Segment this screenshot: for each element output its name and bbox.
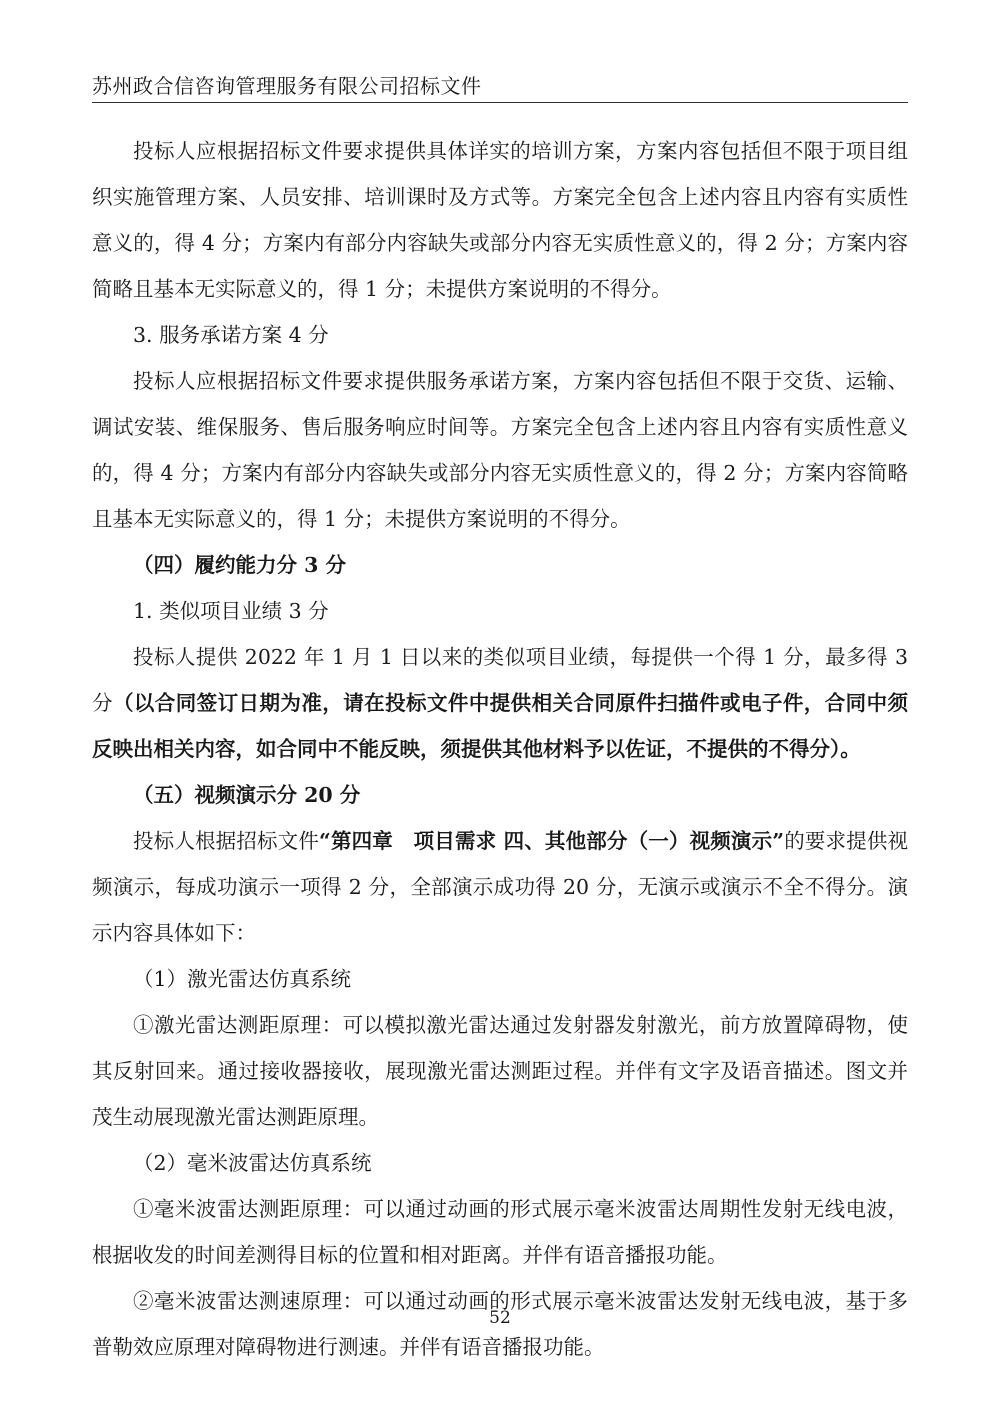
- performance-capability-heading: （四）履约能力分 3 分: [133, 553, 347, 577]
- header-divider: [92, 102, 908, 103]
- video-demo-text-pre: 投标人根据招标文件: [133, 829, 319, 853]
- mmwave-system-heading: （2）毫米波雷达仿真系统: [133, 1151, 372, 1175]
- lidar-ranging-paragraph: ①激光雷达测距原理：可以模拟激光雷达通过发射器发射激光，前方放置障碍物，使其反射回来。通过接收器接收，展现激光雷达测距过程。并伴有文字及语音描述。图文并茂生动展现激光雷达测距原理。: [92, 1013, 908, 1129]
- mmwave-ranging-paragraph: ①毫米波雷达测距原理：可以通过动画的形式展示毫米波雷达周期性发射无线电波，根据收发的时间差测得目标的位置和相对距离。并伴有语音播报功能。: [92, 1197, 908, 1267]
- lidar-system-heading: （1）激光雷达仿真系统: [133, 967, 352, 991]
- video-demo-paragraph: [92, 818, 908, 956]
- similar-projects-bold-note: （以合同签订日期为准，请在投标文件中提供相关合同原件扫描件或电子件，合同中须反映出相关内容，如合同中不能反映，须提供其他材料予以佐证，不提供的不得分）。: [92, 691, 909, 761]
- mmwave-speed-paragraph: ②毫米波雷达测速原理：可以通过动画的形式展示毫米波雷达发射无线电波，基于多普勒效应原理对障碍物进行测速。并伴有语音播报功能。: [92, 1289, 908, 1359]
- video-demo-text-post: 的要求提供视频演示，每成功演示一项得 2 分，全部演示成功得 20 分，无演示或演示不全不得分。演示内容具体如下：: [92, 829, 909, 945]
- page-number: 52: [489, 1308, 511, 1328]
- similar-projects-paragraph: [92, 634, 908, 772]
- document-body: [92, 128, 908, 1370]
- document-header: 苏州政合信咨询管理服务有限公司招标文件: [92, 74, 482, 98]
- service-commitment-paragraph: 投标人应根据招标文件要求提供服务承诺方案，方案内容包括但不限于交货、运输、调试安装、维保服务、售后服务响应时间等。方案完全包含上述内容且内容有实质性意义的，得 4 分；方案内有部分内容缺失或部分内容无实质性意义的，得 2 分；方案内容简略且基本无实际意义的，得 1 分；未提供方案说明的不得分。: [92, 369, 908, 531]
- video-demo-heading: （五）视频演示分 20 分: [133, 783, 361, 807]
- training-plan-paragraph: 投标人应根据招标文件要求提供具体详实的培训方案，方案内容包括但不限于项目组织实施管理方案、人员安排、培训课时及方式等。方案完全包含上述内容且内容有实质性意义的，得 4 分；方案内有部分内容缺失或部分内容无实质性意义的，得 2 分；方案内容简略且基本无实际意义的，得 1 分；未提供方案说明的不得分。: [92, 139, 908, 301]
- similar-projects-heading: 1. 类似项目业绩 3 分: [133, 599, 329, 623]
- similar-projects-text: 投标人提供 2022 年 1 月 1 日以来的类似项目业绩，每提供一个得 1 分，最多得 3 分: [92, 645, 908, 715]
- video-demo-reference: “第四章 项目需求 四、其他部分（一）视频演示”: [319, 829, 785, 853]
- service-commitment-heading: 3. 服务承诺方案 4 分: [133, 323, 329, 347]
